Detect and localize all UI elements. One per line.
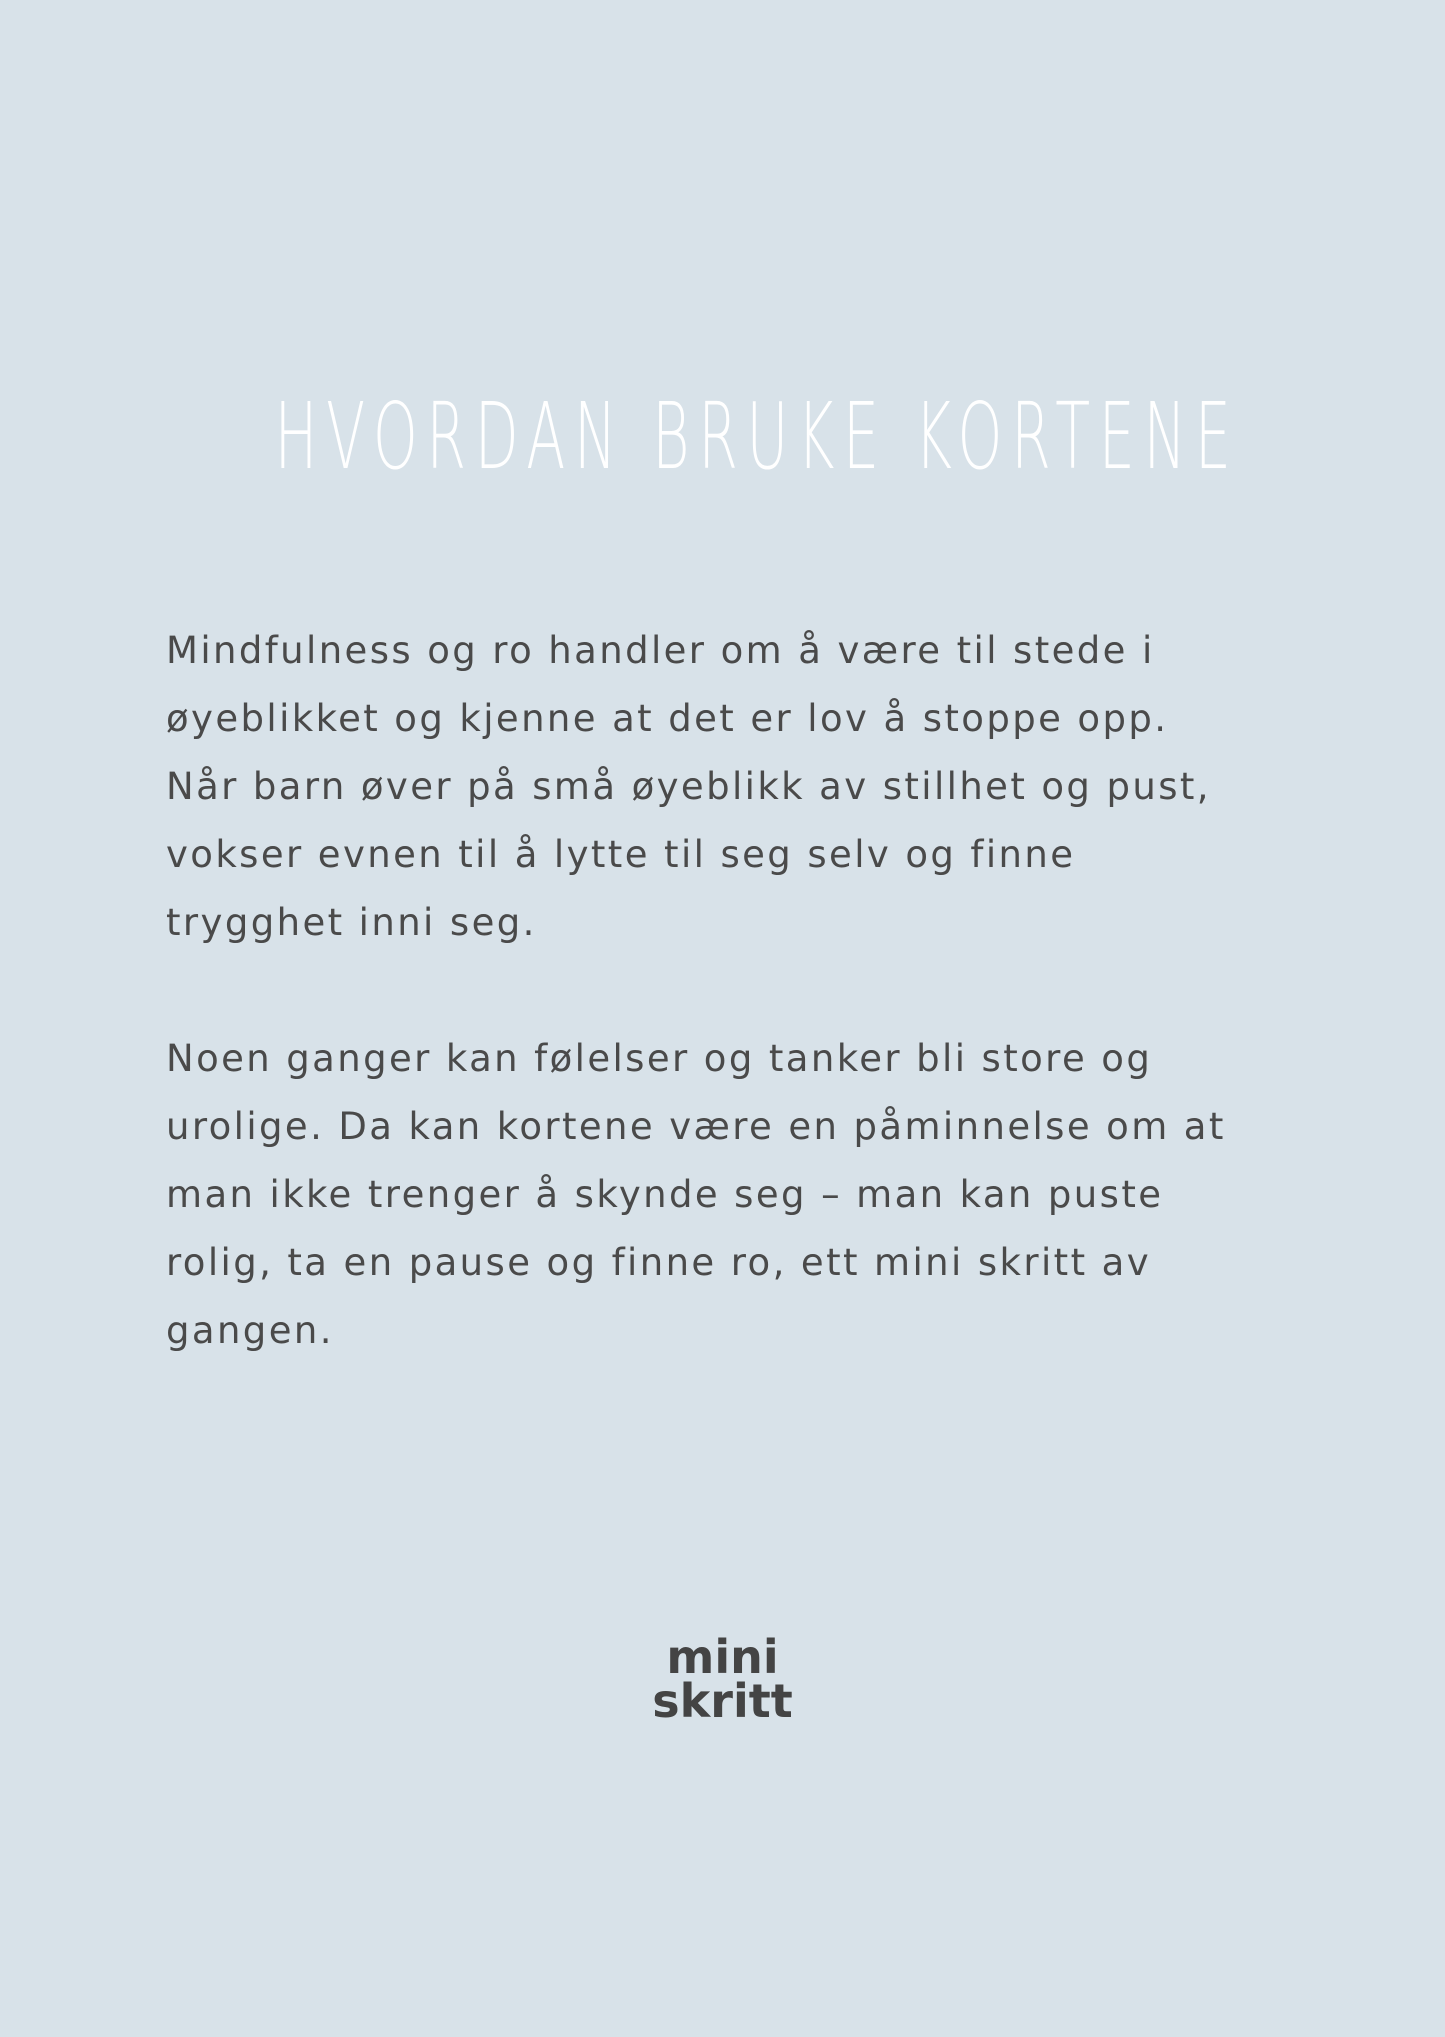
page-title: HVORDAN BRUKE KORTENE (274, 383, 1240, 490)
brand-logo (600, 1630, 845, 1728)
paragraph-2: Noen ganger kan følelser og tanker bli store og urolige. Da kan kortene være en påminnelse om at man ikke trenger å skynde seg – man kan puste rolig, ta en pause og finne ro, ett mini skritt av gangen. (166, 1037, 1226, 1352)
logo-line-2: skritt (652, 1674, 793, 1728)
body-text (166, 617, 1296, 1433)
logo-line-1: mini (666, 1630, 779, 1684)
paragraph-1: Mindfulness og ro handler om å være til stede i øyeblikket og kjenne at det er lov å stoppe opp. Når barn øver på små øyeblikk av stillhet og pust, vokser evnen til å lytte til seg selv og finne trygghet inni seg. (166, 629, 1211, 944)
